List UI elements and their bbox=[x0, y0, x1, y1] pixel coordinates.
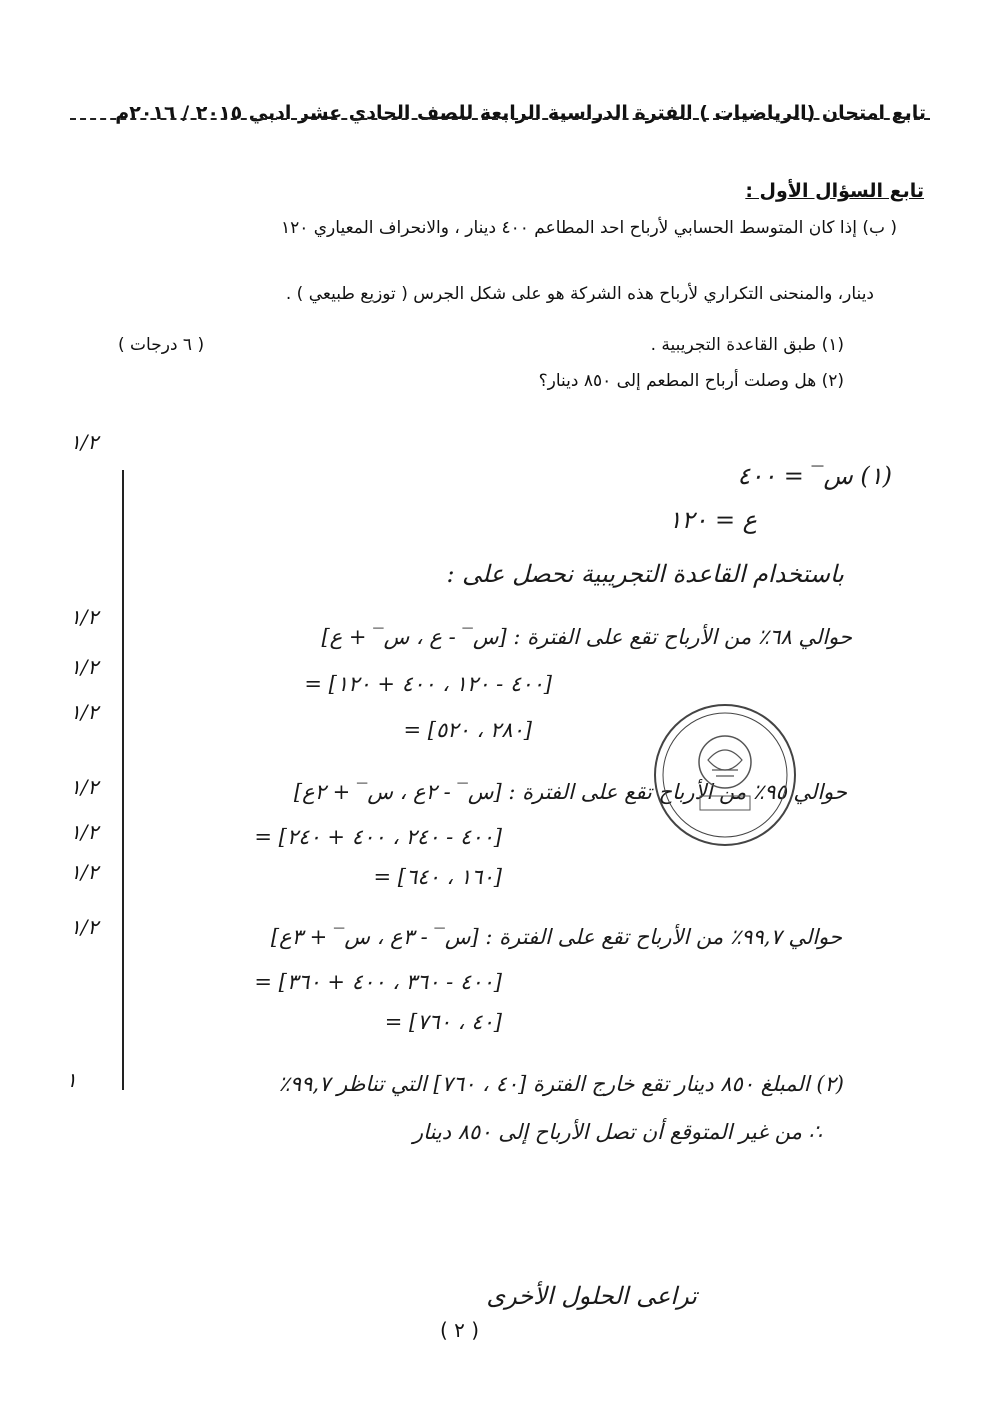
rule-95-calc: = [٤٠٠ - ٢٤٠ ، ٤٠٠ + ٢٤٠] bbox=[254, 825, 502, 849]
score-mark: ١/٢ bbox=[70, 605, 99, 629]
rule-99-line: حوالي ٩٩,٧٪ من الأرباح تقع على الفترة : [س‾ - ٣ع ، س‾ + ٣ع] bbox=[270, 925, 842, 949]
rule-95-line: حوالي ٩٥٪ من الأرباح تقع على الفترة : [س‾ - ٢ع ، س‾ + ٢ع] bbox=[293, 780, 847, 804]
answer-sd: ع = ١٢٠ bbox=[668, 506, 757, 534]
page-number: ( ٢ ) bbox=[440, 1318, 480, 1342]
score-mark: ١/٢ bbox=[70, 820, 99, 844]
rule-68-calc: = [٤٠٠ - ١٢٠ ، ٤٠٠ + ١٢٠] bbox=[304, 672, 552, 696]
grade-label: ( ٦ درجات ) bbox=[118, 335, 205, 355]
score-mark: ١/٢ bbox=[70, 915, 99, 939]
question-line-2: دينار، والمنحنى التكراري لأرباح هذه الشركة هو على شكل الجرس ( توزيع طبيعي ) . bbox=[285, 284, 874, 304]
exam-header: تابع امتحان (الرياضيات ) الفترة الدراسية الرابعة للصف الحادي عشر ادبي ٢٠١٥ / ٢٠١٦م bbox=[115, 102, 926, 124]
conclusion-line-1: (٢) المبلغ ٨٥٠ دينار تقع خارج الفترة [٤٠ ، ٧٦٠] التي تناظر ٩٩,٧٪ bbox=[278, 1072, 844, 1096]
score-mark: ١/٢ bbox=[70, 430, 99, 454]
conclusion-line-2: ∴ من غير المتوقع أن تصل الأرباح إلى ٨٥٠ دينار bbox=[413, 1120, 822, 1144]
question-item-2: (٢) هل وصلت أرباح المطعم إلى ٨٥٠ دينار؟ bbox=[538, 371, 844, 391]
rule-99-result: = [٤٠ ، ٧٦٠] bbox=[384, 1010, 502, 1034]
margin-divider bbox=[122, 470, 124, 1090]
rule-68-result: = [٢٨٠ ، ٥٢٠] bbox=[403, 718, 532, 742]
rule-95-result: = [١٦٠ ، ٦٤٠] bbox=[373, 865, 502, 889]
score-mark: ١/٢ bbox=[70, 700, 99, 724]
question-item-1: (١) طبق القاعدة التجريبية . bbox=[650, 335, 844, 355]
rule-68-line: حوالي ٦٨٪ من الأرباح تقع على الفترة : [س‾ - ع ، س‾ + ع] bbox=[321, 625, 852, 649]
score-mark: ١/٢ bbox=[70, 655, 99, 679]
answer-intro: باستخدام القاعدة التجريبية نحصل على : bbox=[446, 560, 844, 588]
answer-mean: (١) س‾ = ٤٠٠ bbox=[737, 462, 892, 490]
footer-note: تراعى الحلول الأخرى bbox=[486, 1282, 697, 1310]
score-mark: ١/٢ bbox=[70, 775, 99, 799]
question-line-1: ( ب) إذا كان المتوسط الحسابي لأرباح احد المطاعم ٤٠٠ دينار ، والانحراف المعياري ١٢٠ bbox=[280, 218, 897, 238]
section-subtitle: تابع السؤال الأول : bbox=[745, 180, 924, 202]
score-mark: ١/٢ bbox=[70, 860, 99, 884]
header-divider bbox=[70, 118, 930, 120]
score-mark: ١ bbox=[66, 1068, 77, 1092]
rule-99-calc: = [٤٠٠ - ٣٦٠ ، ٤٠٠ + ٣٦٠] bbox=[254, 970, 502, 994]
official-stamp-icon bbox=[650, 700, 800, 850]
